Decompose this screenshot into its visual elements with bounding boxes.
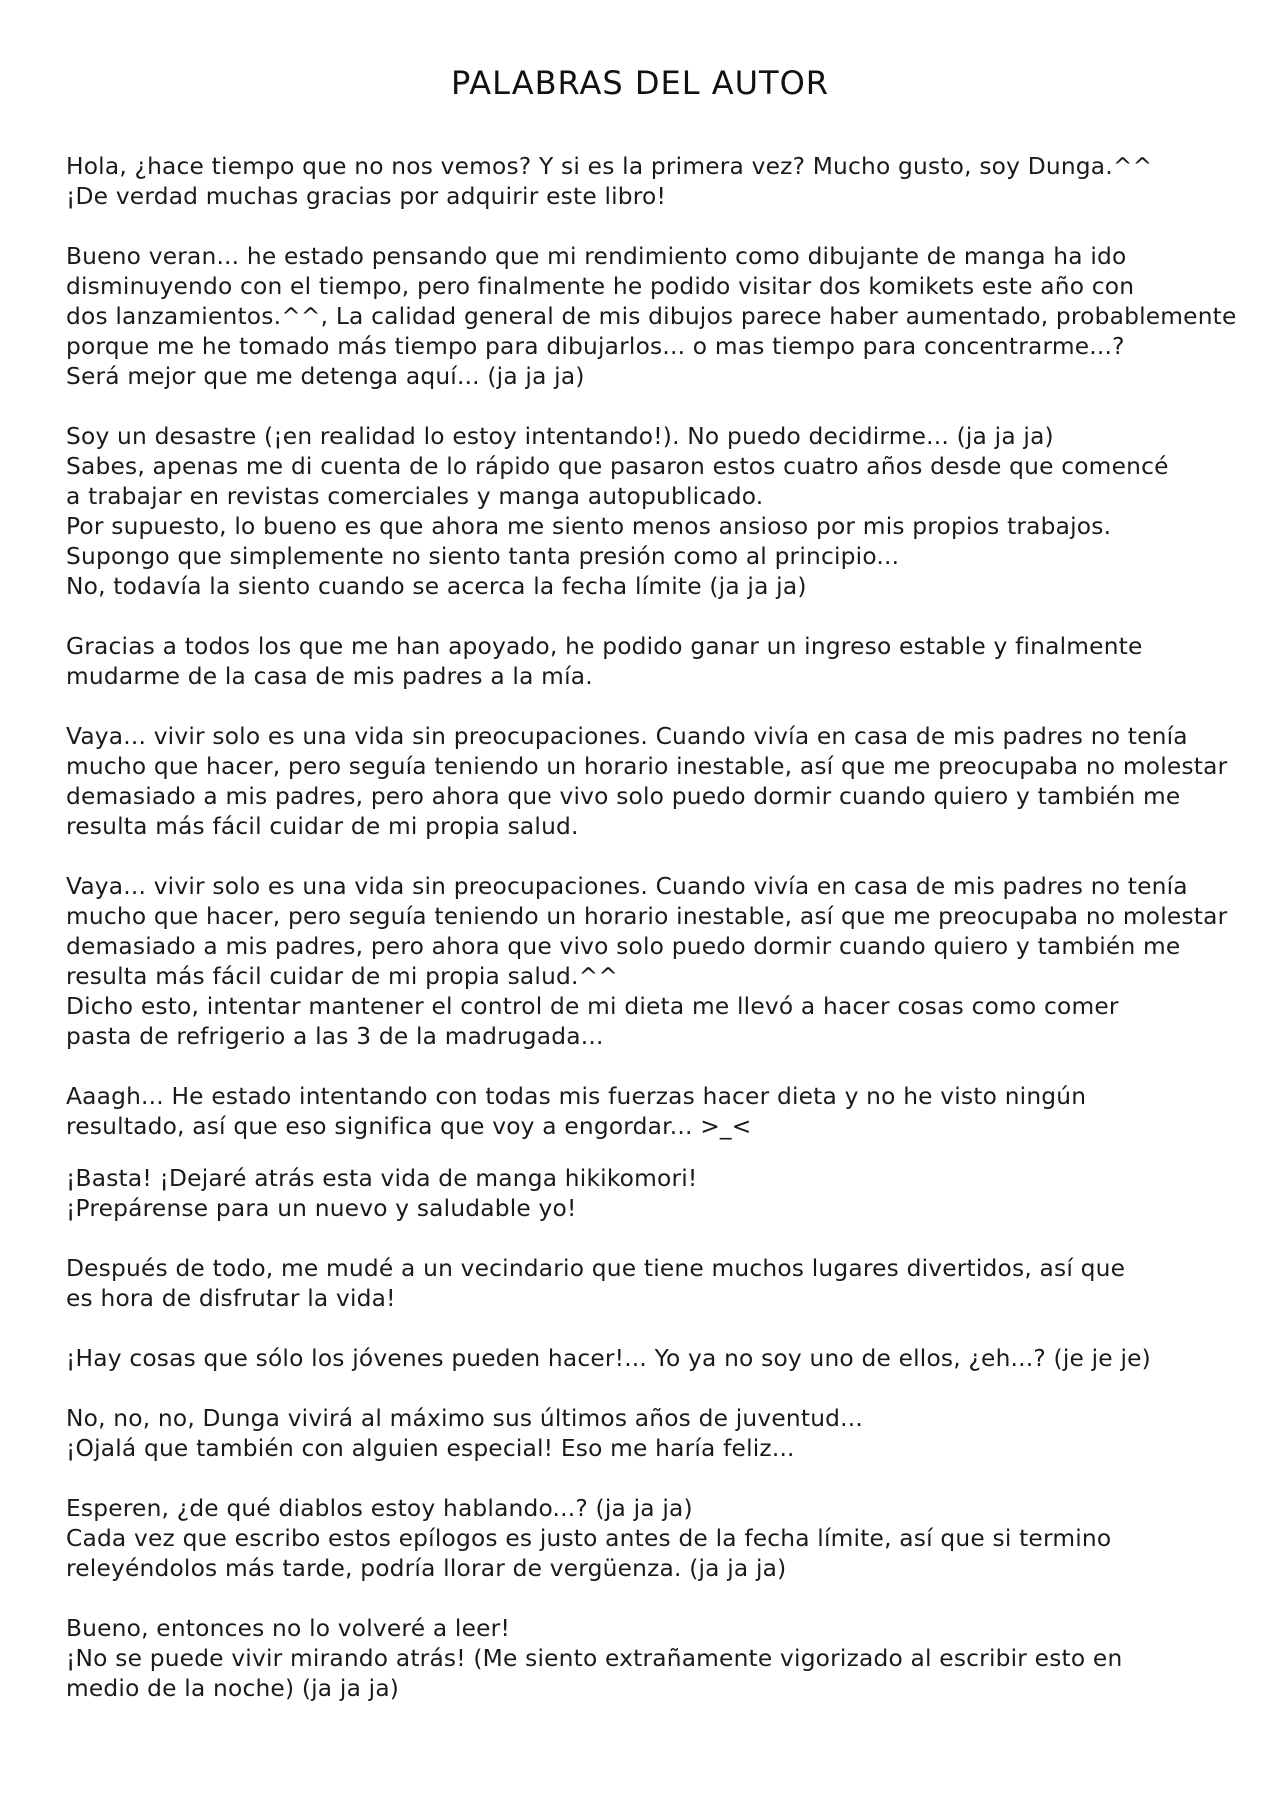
- paragraph: [66, 722, 1256, 842]
- text-line: pasta de refrigerio a las 3 de la madrugada...: [66, 1023, 604, 1050]
- paragraph: [66, 242, 1256, 392]
- text-line: dos lanzamientos.^^, La calidad general de mis dibujos parece haber aumentado, probablemente: [66, 303, 1237, 330]
- paragraph: [66, 632, 1256, 692]
- text-line: Vaya... vivir solo es una vida sin preocupaciones. Cuando vivía en casa de mis padres no tenía: [66, 723, 1188, 750]
- text-line: No, todavía la siento cuando se acerca la fecha límite (ja ja ja): [66, 573, 807, 600]
- text-line: ¡No se puede vivir mirando atrás! (Me siento extrañamente vigorizado al escribir esto en: [66, 1645, 1123, 1672]
- text-line: resulta más fácil cuidar de mi propia salud.: [66, 813, 579, 840]
- text-line: es hora de disfrutar la vida!: [66, 1285, 396, 1312]
- text-line: resulta más fácil cuidar de mi propia salud.^^: [66, 963, 619, 990]
- text-line: ¡Hay cosas que sólo los jóvenes pueden hacer!... Yo ya no soy uno de ellos, ¿eh...? (je je je): [66, 1345, 1151, 1372]
- paragraph: [66, 872, 1256, 1052]
- paragraph: [66, 1614, 1256, 1704]
- paragraph: [66, 1082, 1256, 1142]
- text-line: demasiado a mis padres, pero ahora que vivo solo puedo dormir cuando quiero y también me: [66, 783, 1181, 810]
- text-line: Bueno, entonces no lo volveré a leer!: [66, 1615, 510, 1642]
- text-line: Gracias a todos los que me han apoyado, he podido ganar un ingreso estable y finalmente: [66, 633, 1143, 660]
- text-line: mucho que hacer, pero seguía teniendo un horario inestable, así que me preocupaba no molestar: [66, 753, 1228, 780]
- text-line: Después de todo, me mudé a un vecindario que tiene muchos lugares divertidos, así que: [66, 1255, 1126, 1282]
- text-line: Esperen, ¿de qué diablos estoy hablando...? (ja ja ja): [66, 1495, 693, 1522]
- text-line: ¡Ojalá que también con alguien especial! Eso me haría feliz...: [66, 1435, 795, 1462]
- text-line: ¡Prepárense para un nuevo y saludable yo!: [66, 1195, 577, 1222]
- author-note-body: [66, 152, 1256, 1704]
- text-line: Hola, ¿hace tiempo que no nos vemos? Y si es la primera vez? Mucho gusto, soy Dunga.^^: [66, 153, 1153, 180]
- paragraph: [66, 1254, 1256, 1314]
- text-line: a trabajar en revistas comerciales y manga autopublicado.: [66, 483, 764, 510]
- text-line: releyéndolos más tarde, podría llorar de vergüenza. (ja ja ja): [66, 1555, 787, 1582]
- text-line: demasiado a mis padres, pero ahora que vivo solo puedo dormir cuando quiero y también me: [66, 933, 1181, 960]
- text-line: medio de la noche) (ja ja ja): [66, 1675, 400, 1702]
- text-line: mudarme de la casa de mis padres a la mía.: [66, 663, 593, 690]
- paragraph: [66, 1404, 1256, 1464]
- text-line: Soy un desastre (¡en realidad lo estoy intentando!). No puedo decidirme... (ja ja ja): [66, 423, 1054, 450]
- text-line: Bueno veran... he estado pensando que mi rendimiento como dibujante de manga ha ido: [66, 243, 1127, 270]
- text-line: Aaagh... He estado intentando con todas mis fuerzas hacer dieta y no he visto ningún: [66, 1083, 1087, 1110]
- text-line: Vaya... vivir solo es una vida sin preocupaciones. Cuando vivía en casa de mis padres no tenía: [66, 873, 1188, 900]
- text-line: disminuyendo con el tiempo, pero finalmente he podido visitar dos komikets este año con: [66, 273, 1135, 300]
- paragraph: [66, 422, 1256, 602]
- text-line: Por supuesto, lo bueno es que ahora me siento menos ansioso por mis propios trabajos.: [66, 513, 1112, 540]
- text-line: mucho que hacer, pero seguía teniendo un horario inestable, así que me preocupaba no molestar: [66, 903, 1228, 930]
- text-line: Cada vez que escribo estos epílogos es justo antes de la fecha límite, así que si termino: [66, 1525, 1112, 1552]
- text-line: resultado, así que eso significa que voy a engordar... >_<: [66, 1113, 752, 1140]
- text-line: No, no, no, Dunga vivirá al máximo sus últimos años de juventud...: [66, 1405, 863, 1432]
- text-line: ¡Basta! ¡Dejaré atrás esta vida de manga hikikomori!: [66, 1165, 698, 1192]
- paragraph: [66, 1494, 1256, 1584]
- paragraph: [66, 1344, 1256, 1374]
- text-line: ¡De verdad muchas gracias por adquirir este libro!: [66, 183, 667, 210]
- text-line: Será mejor que me detenga aquí... (ja ja ja): [66, 363, 585, 390]
- paragraph: [66, 1164, 1256, 1224]
- text-line: Supongo que simplemente no siento tanta presión como al principio...: [66, 543, 900, 570]
- paragraph: [66, 152, 1256, 212]
- text-line: porque me he tomado más tiempo para dibujarlos... o mas tiempo para concentrarme...?: [66, 333, 1125, 360]
- text-line: Sabes, apenas me di cuenta de lo rápido que pasaron estos cuatro años desde que comencé: [66, 453, 1169, 480]
- text-line: Dicho esto, intentar mantener el control de mi dieta me llevó a hacer cosas como comer: [66, 993, 1119, 1020]
- page-title: PALABRAS DEL AUTOR: [451, 64, 829, 102]
